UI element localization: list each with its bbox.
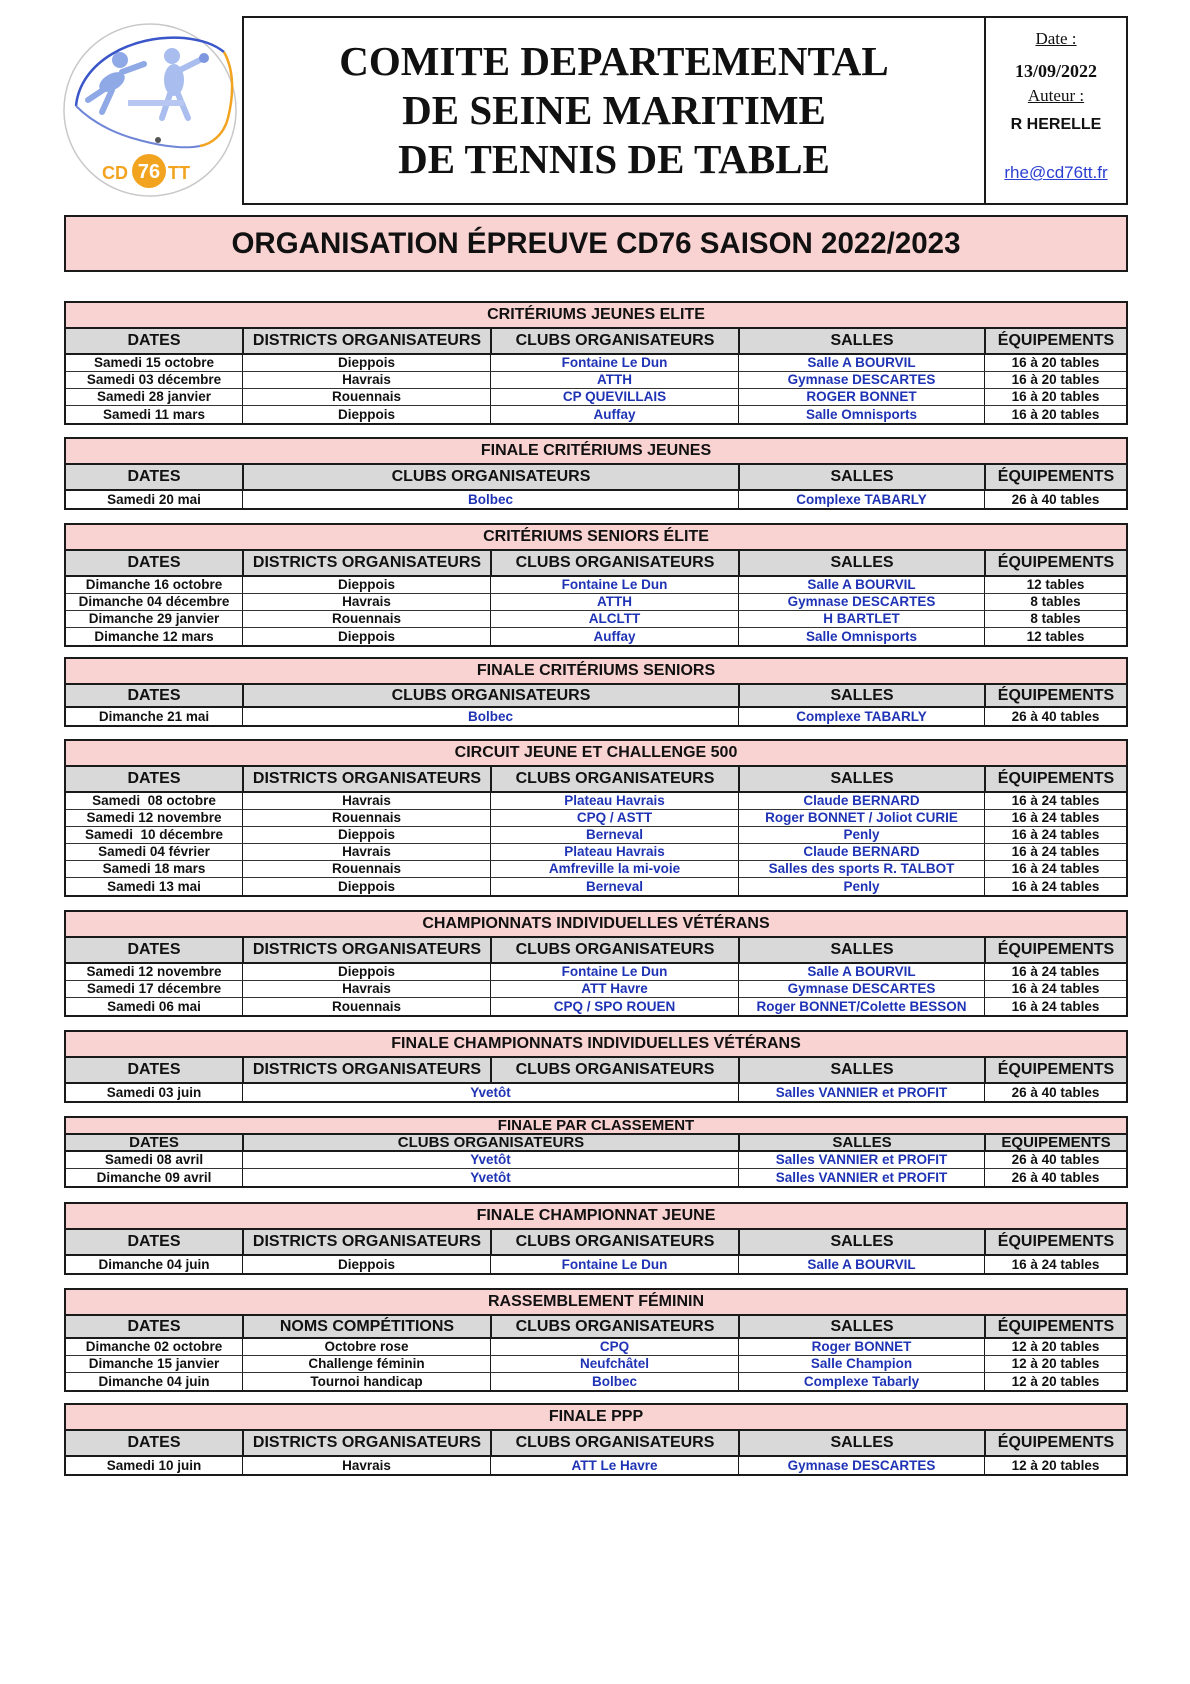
column-header-salle: SALLES [738, 1316, 984, 1337]
salle-cell: Salle Omnisports [738, 628, 984, 645]
equipment-cell: 16 à 20 tables [984, 389, 1126, 405]
section-title: CRITÉRIUMS JEUNES ELITE [66, 303, 1126, 329]
column-header-salle: SALLES [738, 551, 984, 575]
section-finale-criteriums-seniors [64, 657, 1128, 727]
district-cell: Havrais [242, 844, 490, 860]
club-cell: Yvetôt [242, 1169, 738, 1186]
column-header-district: DISTRICTS ORGANISATEURS [242, 1058, 490, 1082]
club-cell: Yvetôt [242, 1152, 738, 1168]
equipment-cell: 16 à 24 tables [984, 844, 1126, 860]
logo-text-number: 76 [137, 161, 161, 183]
equipment-cell: 16 à 20 tables [984, 372, 1126, 388]
club-cell: Bolbec [242, 491, 738, 508]
salle-cell: Roger BONNET/Colette BESSON [738, 998, 984, 1015]
date-cell: Dimanche 04 juin [98, 1373, 210, 1389]
salle-cell: ROGER BONNET [738, 389, 984, 405]
date-cell: Dimanche 02 octobre [85, 1339, 223, 1354]
club-cell: CP QUEVILLAIS [490, 389, 738, 405]
section-title: RASSEMBLEMENT FÉMININ [66, 1290, 1126, 1316]
column-header-salle: SALLES [738, 767, 984, 791]
logo-text-cd: CD [102, 163, 128, 183]
club-cell: Yvetôt [242, 1084, 738, 1101]
column-header-district: DISTRICTS ORGANISATEURS [242, 329, 490, 353]
district-cell: Dieppois [242, 355, 490, 371]
column-header-equipment: ÉQUIPEMENTS [984, 685, 1126, 706]
date-cell: Dimanche 16 octobre [85, 577, 223, 592]
column-header-salle: SALLES [738, 329, 984, 353]
salle-cell: Salles VANNIER et PROFIT [738, 1169, 984, 1186]
equipment-cell: 16 à 20 tables [984, 355, 1126, 371]
club-cell: CPQ [490, 1339, 738, 1355]
table-row [66, 372, 1126, 389]
column-header-equipment: ÉQUIPEMENTS [984, 329, 1126, 353]
date-cell: Samedi 28 janvier [96, 389, 212, 404]
section-criteriums-jeunes-elite [64, 301, 1128, 425]
column-header-row [66, 1230, 1126, 1256]
club-cell: ALCLTT [490, 611, 738, 627]
section-title: FINALE CHAMPIONNATS INDIVIDUELLES VÉTÉRANS [66, 1032, 1126, 1058]
salle-cell: Salles VANNIER et PROFIT [738, 1152, 984, 1168]
table-row [66, 1457, 1126, 1474]
section-title: FINALE CRITÉRIUMS JEUNES [66, 439, 1126, 465]
table-row [66, 1256, 1126, 1273]
salle-cell: H BARTLET [738, 611, 984, 627]
salle-cell: Salles VANNIER et PROFIT [738, 1084, 984, 1101]
date-cell: Samedi 10 juin [106, 1457, 202, 1473]
column-header-salle: SALLES [738, 1230, 984, 1254]
column-header-equipment: ÉQUIPEMENTS [984, 1316, 1126, 1337]
column-header-date: DATES [127, 468, 181, 485]
equipment-cell: 12 à 20 tables [984, 1457, 1126, 1474]
cd76tt-logo-graphic [62, 22, 238, 198]
section-finale-championnat-jeune [64, 1202, 1128, 1275]
club-cell: ATTH [490, 372, 738, 388]
section-title: FINALE CRITÉRIUMS SENIORS [66, 659, 1126, 685]
club-cell: Fontaine Le Dun [490, 1256, 738, 1273]
club-cell: Bolbec [242, 708, 738, 725]
table-row [66, 793, 1126, 810]
organization-name [244, 18, 984, 203]
column-header-date: DATES [127, 332, 181, 349]
column-header-row [66, 551, 1126, 577]
paddle-icon [199, 53, 209, 63]
date-cell: Samedi 10 décembre [84, 827, 224, 842]
date-cell: Samedi 17 décembre [86, 981, 222, 996]
table-row [66, 355, 1126, 372]
club-cell: ATT Le Havre [490, 1457, 738, 1474]
equipment-cell: 16 à 24 tables [984, 981, 1126, 997]
equipment-cell: 26 à 40 tables [984, 1169, 1126, 1186]
district-cell: Havrais [242, 793, 490, 809]
column-header-row [66, 767, 1126, 793]
table-row [66, 406, 1126, 423]
table-row [66, 611, 1126, 628]
district-cell: Dieppois [242, 878, 490, 895]
column-header-row [66, 1431, 1126, 1457]
date-cell: Samedi 03 juin [106, 1084, 202, 1100]
equipment-cell: 16 à 20 tables [984, 406, 1126, 423]
column-header-date: DATES [127, 770, 181, 787]
salle-cell: Complexe Tabarly [738, 1373, 984, 1390]
salle-cell: Salle A BOURVIL [738, 577, 984, 593]
column-header-row [66, 465, 1126, 491]
table-row [66, 628, 1126, 645]
salle-cell: Complexe TABARLY [738, 491, 984, 508]
author-name: R HERELLE [1010, 116, 1102, 133]
date-cell: Samedi 20 mai [107, 491, 201, 507]
column-header-district: DISTRICTS ORGANISATEURS [242, 551, 490, 575]
logo-text-tt: TT [168, 163, 190, 183]
equipment-cell: 16 à 24 tables [984, 878, 1126, 895]
column-header-district: DISTRICTS ORGANISATEURS [242, 938, 490, 962]
column-header-date: DATES [127, 941, 181, 958]
column-header-equipment: ÉQUIPEMENTS [984, 1230, 1126, 1254]
table-row [66, 998, 1126, 1015]
column-header-salle: SALLES [738, 465, 984, 489]
table-row [66, 1373, 1126, 1390]
equipment-cell: 12 à 20 tables [984, 1373, 1126, 1390]
equipment-cell: 8 tables [984, 594, 1126, 610]
cd76tt-logo [62, 22, 238, 198]
date-cell: Dimanche 15 janvier [88, 1356, 220, 1371]
date-cell: Dimanche 12 mars [94, 628, 214, 644]
table-row [66, 981, 1126, 998]
salle-cell: Salles des sports R. TALBOT [738, 861, 984, 877]
table-row [66, 861, 1126, 878]
date-cell: Samedi 18 mars [102, 861, 206, 876]
district-cell: Havrais [242, 594, 490, 610]
equipment-cell: 26 à 40 tables [984, 491, 1126, 508]
ping-pong-ball [155, 137, 161, 143]
salle-cell: Penly [738, 878, 984, 895]
salle-cell: Salle A BOURVIL [738, 1256, 984, 1273]
club-cell: ATTH [490, 594, 738, 610]
district-cell: Rouennais [242, 389, 490, 405]
salle-cell: Salle Omnisports [738, 406, 984, 423]
column-header-club: CLUBS ORGANISATEURS [242, 465, 738, 489]
club-cell: CPQ / SPO ROUEN [490, 998, 738, 1015]
salle-cell: Gymnase DESCARTES [738, 1457, 984, 1474]
district-cell: Dieppois [242, 406, 490, 423]
table-row [66, 827, 1126, 844]
table-row [66, 810, 1126, 827]
salle-cell: Roger BONNET [738, 1339, 984, 1355]
column-header-club: CLUBS ORGANISATEURS [490, 1316, 738, 1337]
column-header-competition: NOMS COMPÉTITIONS [242, 1316, 490, 1337]
salle-cell: Salle A BOURVIL [738, 355, 984, 371]
column-header-date: DATES [127, 1317, 181, 1335]
column-header-salle: SALLES [738, 938, 984, 962]
date-cell: Dimanche 04 juin [98, 1256, 210, 1272]
salle-cell: Gymnase DESCARTES [738, 981, 984, 997]
salle-cell: Gymnase DESCARTES [738, 594, 984, 610]
district-cell: Havrais [242, 372, 490, 388]
salle-cell: Claude BERNARD [738, 844, 984, 860]
equipment-cell: 26 à 40 tables [984, 1084, 1126, 1101]
column-header-club: CLUBS ORGANISATEURS [490, 938, 738, 962]
table-row [66, 491, 1126, 508]
column-header-salle: SALLES [738, 1058, 984, 1082]
equipment-cell: 8 tables [984, 611, 1126, 627]
section-title: CHAMPIONNATS INDIVIDUELLES VÉTÉRANS [66, 912, 1126, 938]
document-title-banner: ORGANISATION ÉPREUVE CD76 SAISON 2022/2023 [64, 215, 1128, 272]
column-header-row [66, 329, 1126, 355]
equipment-cell: 16 à 24 tables [984, 998, 1126, 1015]
column-header-date: DATES [127, 1061, 181, 1078]
section-finale-ppp [64, 1403, 1128, 1476]
date-label: Date : [1035, 29, 1077, 48]
equipment-cell: 16 à 24 tables [984, 861, 1126, 877]
club-cell: Auffay [490, 406, 738, 423]
competition-cell: Challenge féminin [242, 1356, 490, 1372]
date-cell: Dimanche 04 décembre [78, 594, 230, 609]
section-rassemblement-feminin [64, 1288, 1128, 1392]
column-header-club: CLUBS ORGANISATEURS [490, 1230, 738, 1254]
club-cell: Fontaine Le Dun [490, 355, 738, 371]
column-header-club: CLUBS ORGANISATEURS [242, 1135, 738, 1150]
equipment-cell: 12 tables [984, 628, 1126, 645]
table-row [66, 389, 1126, 406]
district-cell: Dieppois [242, 577, 490, 593]
date-cell: Samedi 13 mai [107, 878, 201, 894]
column-header-equipment: ÉQUIPEMENTS [984, 1431, 1126, 1455]
column-header-equipment: ÉQUIPEMENTS [984, 1058, 1126, 1082]
document-info [984, 18, 1126, 203]
table-row [66, 594, 1126, 611]
column-header-equipment: EQUIPEMENTS [984, 1135, 1126, 1150]
club-cell: Berneval [490, 827, 738, 843]
date-cell: Samedi 12 novembre [86, 964, 222, 979]
date-cell: Samedi 06 mai [107, 998, 201, 1014]
column-header-date: DATES [129, 1135, 179, 1150]
district-cell: Rouennais [242, 998, 490, 1015]
column-header-equipment: ÉQUIPEMENTS [984, 465, 1126, 489]
section-criteriums-seniors-elite [64, 523, 1128, 647]
column-header-club: CLUBS ORGANISATEURS [490, 551, 738, 575]
column-header-club: CLUBS ORGANISATEURS [490, 1058, 738, 1082]
district-cell: Dieppois [242, 827, 490, 843]
club-cell: Plateau Havrais [490, 793, 738, 809]
district-cell: Havrais [242, 1457, 490, 1474]
column-header-row [66, 1316, 1126, 1339]
section-title: CRITÉRIUMS SENIORS ÉLITE [66, 525, 1126, 551]
date-cell: Samedi 04 février [98, 844, 210, 859]
organization-name-line: DE TENNIS DE TABLE [398, 136, 830, 182]
table-row [66, 1356, 1126, 1373]
club-cell: Plateau Havrais [490, 844, 738, 860]
organization-name-line: COMITE DEPARTEMENTAL [339, 38, 889, 84]
header-box [242, 16, 1128, 205]
column-header-district: DISTRICTS ORGANISATEURS [242, 1230, 490, 1254]
salle-cell: Complexe TABARLY [738, 708, 984, 725]
date-cell: Samedi 08 avril [104, 1152, 204, 1167]
district-cell: Havrais [242, 981, 490, 997]
column-header-club: CLUBS ORGANISATEURS [490, 1431, 738, 1455]
competition-cell: Tournoi handicap [242, 1373, 490, 1390]
column-header-club: CLUBS ORGANISATEURS [490, 329, 738, 353]
column-header-district: DISTRICTS ORGANISATEURS [242, 767, 490, 791]
table-row [66, 844, 1126, 861]
equipment-cell: 16 à 24 tables [984, 827, 1126, 843]
club-cell: CPQ / ASTT [490, 810, 738, 826]
club-cell: Bolbec [490, 1373, 738, 1390]
salle-cell: Salle Champion [738, 1356, 984, 1372]
club-cell: ATT Havre [490, 981, 738, 997]
salle-cell: Roger BONNET / Joliot CURIE [738, 810, 984, 826]
section-title: CIRCUIT JEUNE ET CHALLENGE 500 [66, 741, 1126, 767]
club-cell: Berneval [490, 878, 738, 895]
section-finale-criteriums-jeunes [64, 437, 1128, 510]
competition-cell: Octobre rose [242, 1339, 490, 1355]
section-finale-par-classement [64, 1116, 1128, 1188]
column-header-date: DATES [127, 554, 181, 571]
district-cell: Rouennais [242, 861, 490, 877]
district-cell: Rouennais [242, 810, 490, 826]
date-cell: Samedi 08 octobre [92, 793, 216, 808]
document-date: 13/09/2022 [1014, 61, 1097, 81]
district-cell: Dieppois [242, 964, 490, 980]
section-title: FINALE CHAMPIONNAT JEUNE [66, 1204, 1126, 1230]
column-header-salle: SALLES [738, 685, 984, 706]
section-title: FINALE PAR CLASSEMENT [66, 1118, 1126, 1135]
equipment-cell: 16 à 24 tables [984, 964, 1126, 980]
equipment-cell: 16 à 24 tables [984, 810, 1126, 826]
table-row [66, 577, 1126, 594]
salle-cell: Salle A BOURVIL [738, 964, 984, 980]
table-row [66, 878, 1126, 895]
district-cell: Dieppois [242, 1256, 490, 1273]
district-cell: Dieppois [242, 628, 490, 645]
date-cell: Samedi 03 décembre [86, 372, 222, 387]
column-header-row [66, 1135, 1126, 1152]
organization-name-line: DE SEINE MARITIME [402, 87, 826, 133]
column-header-salle: SALLES [738, 1135, 984, 1150]
column-header-salle: SALLES [738, 1431, 984, 1455]
column-header-date: DATES [127, 686, 181, 704]
equipment-cell: 16 à 24 tables [984, 1256, 1126, 1273]
date-cell: Samedi 15 octobre [93, 355, 215, 370]
club-cell: Fontaine Le Dun [490, 964, 738, 980]
equipment-cell: 12 à 20 tables [984, 1339, 1126, 1355]
table-row [66, 964, 1126, 981]
column-header-row [66, 938, 1126, 964]
date-cell: Dimanche 09 avril [96, 1169, 212, 1185]
equipment-cell: 26 à 40 tables [984, 1152, 1126, 1168]
table-row [66, 1339, 1126, 1356]
email-link[interactable]: rhe@cd76tt.fr [1004, 163, 1108, 182]
column-header-date: DATES [127, 1434, 181, 1451]
club-cell: Fontaine Le Dun [490, 577, 738, 593]
column-header-equipment: ÉQUIPEMENTS [984, 938, 1126, 962]
column-header-equipment: ÉQUIPEMENTS [984, 551, 1126, 575]
date-cell: Samedi 12 novembre [86, 810, 222, 825]
column-header-district: DISTRICTS ORGANISATEURS [242, 1431, 490, 1455]
column-header-club: CLUBS ORGANISATEURS [242, 685, 738, 706]
column-header-equipment: ÉQUIPEMENTS [984, 767, 1126, 791]
column-header-row [66, 685, 1126, 708]
table-row [66, 1084, 1126, 1101]
column-header-date: DATES [127, 1233, 181, 1250]
column-header-row [66, 1058, 1126, 1084]
column-header-club: CLUBS ORGANISATEURS [490, 767, 738, 791]
section-championnats-individuelles-veterans [64, 910, 1128, 1017]
date-cell: Dimanche 29 janvier [88, 611, 220, 626]
equipment-cell: 12 tables [984, 577, 1126, 593]
section-circuit-jeune-et-challenge-500 [64, 739, 1128, 897]
salle-cell: Penly [738, 827, 984, 843]
equipment-cell: 12 à 20 tables [984, 1356, 1126, 1372]
section-title: FINALE PPP [66, 1405, 1126, 1431]
club-cell: Neufchâtel [490, 1356, 738, 1372]
equipment-cell: 16 à 24 tables [984, 793, 1126, 809]
section-finale-championnats-individuelles-veterans [64, 1030, 1128, 1103]
table-row [66, 708, 1126, 725]
date-cell: Samedi 11 mars [102, 406, 206, 422]
district-cell: Rouennais [242, 611, 490, 627]
table-row [66, 1152, 1126, 1169]
ping-pong-table [128, 100, 184, 106]
table-row [66, 1169, 1126, 1186]
salle-cell: Gymnase DESCARTES [738, 372, 984, 388]
salle-cell: Claude BERNARD [738, 793, 984, 809]
club-cell: Amfreville la mi-voie [490, 861, 738, 877]
author-label: Auteur : [1027, 86, 1085, 105]
club-cell: Auffay [490, 628, 738, 645]
equipment-cell: 26 à 40 tables [984, 708, 1126, 725]
date-cell: Dimanche 21 mai [98, 708, 210, 724]
